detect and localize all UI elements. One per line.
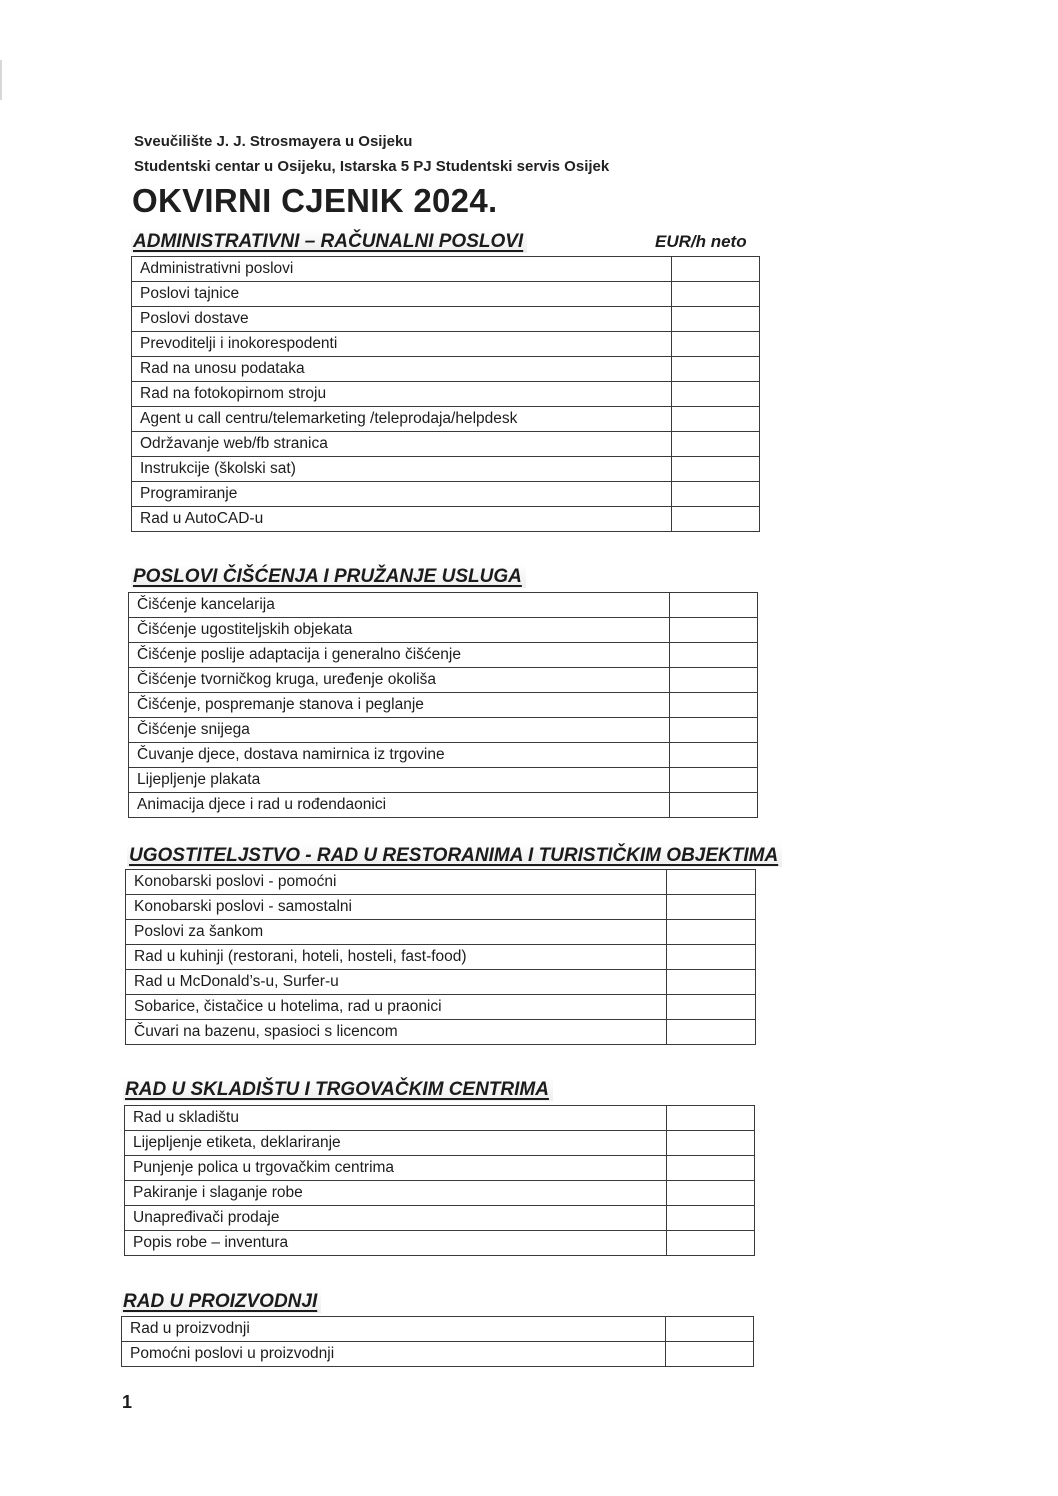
job-name-cell: Animacija djece i rad u rođendaonici [129, 793, 670, 818]
job-name-cell: Konobarski poslovi - samostalni [126, 895, 667, 920]
table-row [129, 768, 758, 793]
table-row [126, 870, 756, 895]
table-row [132, 382, 760, 407]
job-name-cell: Lijepljenje plakata [129, 768, 670, 793]
price-cell [667, 870, 756, 895]
price-cell [667, 1181, 755, 1206]
job-name-cell: Čišćenje ugostiteljskih objekata [129, 618, 670, 643]
table-row [122, 1342, 754, 1367]
price-cell [667, 970, 756, 995]
price-cell [672, 457, 760, 482]
table-row [132, 332, 760, 357]
price-cell [666, 1317, 754, 1342]
price-cell [667, 1206, 755, 1231]
price-cell [672, 257, 760, 282]
job-name-cell: Rad na unosu podataka [132, 357, 672, 382]
table-row [129, 718, 758, 743]
price-cell [672, 432, 760, 457]
table-row [132, 307, 760, 332]
job-name-cell: Čišćenje, pospremanje stanova i peglanje [129, 693, 670, 718]
table-row [125, 1156, 755, 1181]
price-cell [672, 382, 760, 407]
job-name-cell: Rad u proizvodnji [122, 1317, 666, 1342]
scan-artifact [0, 60, 2, 100]
price-cell [667, 1106, 755, 1131]
job-name-cell: Rad u AutoCAD-u [132, 507, 672, 532]
job-name-cell: Programiranje [132, 482, 672, 507]
page-title: OKVIRNI CJENIK 2024. [132, 182, 498, 219]
section-title-cleaning: POSLOVI ČIŠĆENJA I PRUŽANJE USLUGA [131, 564, 526, 588]
job-name-cell: Popis robe – inventura [125, 1231, 667, 1256]
price-cell [672, 407, 760, 432]
job-name-cell: Administrativni poslovi [132, 257, 672, 282]
table-row [126, 895, 756, 920]
job-name-cell: Čišćenje poslije adaptacija i generalno čišćenje [129, 643, 670, 668]
table-row [129, 743, 758, 768]
price-cell [670, 618, 758, 643]
price-cell [667, 995, 756, 1020]
page-number: 1 [122, 1392, 133, 1412]
table-row [132, 282, 760, 307]
price-cell [667, 1020, 756, 1045]
table-row [122, 1317, 754, 1342]
price-cell [672, 357, 760, 382]
price-cell [666, 1342, 754, 1367]
price-cell [667, 1131, 755, 1156]
job-name-cell: Lijepljenje etiketa, deklariranje [125, 1131, 667, 1156]
table-row [132, 357, 760, 382]
price-cell [667, 945, 756, 970]
table-row [126, 1020, 756, 1045]
table-row [126, 945, 756, 970]
table-row [129, 618, 758, 643]
table-row [126, 970, 756, 995]
table-row [129, 693, 758, 718]
job-name-cell: Čišćenje kancelarija [129, 593, 670, 618]
table-row [129, 643, 758, 668]
table-row [125, 1206, 755, 1231]
price-cell [670, 693, 758, 718]
price-cell [670, 718, 758, 743]
table-row [132, 482, 760, 507]
institution-address: Studentski centar u Osijeku, Istarska 5 PJ Studentski servis Osijek [134, 158, 610, 175]
table-row [125, 1231, 755, 1256]
job-name-cell: Čišćenje tvorničkog kruga, uređenje okoliša [129, 668, 670, 693]
price-table-production [121, 1316, 754, 1367]
job-name-cell: Pomoćni poslovi u proizvodnji [122, 1342, 666, 1367]
table-row [125, 1131, 755, 1156]
price-unit-label: EUR/h neto [655, 232, 747, 251]
price-cell [667, 895, 756, 920]
price-cell [670, 668, 758, 693]
job-name-cell: Čuvari na bazenu, spasioci s licencom [126, 1020, 667, 1045]
price-cell [667, 1156, 755, 1181]
price-cell [670, 643, 758, 668]
table-row [132, 407, 760, 432]
price-cell [670, 593, 758, 618]
table-row [132, 507, 760, 532]
job-name-cell: Konobarski poslovi - pomoćni [126, 870, 667, 895]
job-name-cell: Čuvanje djece, dostava namirnica iz trgovine [129, 743, 670, 768]
table-row [126, 920, 756, 945]
job-name-cell: Poslovi dostave [132, 307, 672, 332]
section-title-production: RAD U PROIZVODNJI [121, 1289, 321, 1313]
price-cell [672, 282, 760, 307]
job-name-cell: Punjenje polica u trgovačkim centrima [125, 1156, 667, 1181]
price-table-hospitality [125, 869, 756, 1045]
price-table-warehouse [124, 1105, 755, 1256]
job-name-cell: Poslovi za šankom [126, 920, 667, 945]
job-name-cell: Rad u skladištu [125, 1106, 667, 1131]
price-table-cleaning [128, 592, 758, 818]
table-row [132, 257, 760, 282]
section-title-administrative: ADMINISTRATIVNI – RAČUNALNI POSLOVI [131, 229, 527, 253]
job-name-cell: Rad na fotokopirnom stroju [132, 382, 672, 407]
price-cell [667, 920, 756, 945]
price-cell [670, 768, 758, 793]
job-name-cell: Rad u McDonald’s-u, Surfer-u [126, 970, 667, 995]
price-cell [672, 482, 760, 507]
job-name-cell: Održavanje web/fb stranica [132, 432, 672, 457]
job-name-cell: Prevoditelji i inokorespodenti [132, 332, 672, 357]
price-cell [672, 307, 760, 332]
table-row [126, 995, 756, 1020]
price-cell [672, 332, 760, 357]
job-name-cell: Čišćenje snijega [129, 718, 670, 743]
table-row [129, 668, 758, 693]
job-name-cell: Agent u call centru/telemarketing /teleprodaja/helpdesk [132, 407, 672, 432]
job-name-cell: Rad u kuhinji (restorani, hoteli, hosteli, fast-food) [126, 945, 667, 970]
table-row [129, 593, 758, 618]
institution-name: Sveučilište J. J. Strosmayera u Osijeku [134, 133, 413, 150]
price-table-administrative [131, 256, 760, 532]
price-cell [670, 793, 758, 818]
price-cell [670, 743, 758, 768]
table-row [132, 432, 760, 457]
table-row [132, 457, 760, 482]
job-name-cell: Sobarice, čistačice u hotelima, rad u praonici [126, 995, 667, 1020]
section-title-hospitality: UGOSTITELJSTVO - RAD U RESTORANIMA I TURISTIČKIM OBJEKTIMA [127, 843, 782, 867]
job-name-cell: Pakiranje i slaganje robe [125, 1181, 667, 1206]
price-cell [667, 1231, 755, 1256]
job-name-cell: Unapređivači prodaje [125, 1206, 667, 1231]
table-row [129, 793, 758, 818]
job-name-cell: Instrukcije (školski sat) [132, 457, 672, 482]
table-row [125, 1106, 755, 1131]
table-row [125, 1181, 755, 1206]
job-name-cell: Poslovi tajnice [132, 282, 672, 307]
section-title-warehouse: RAD U SKLADIŠTU I TRGOVAČKIM CENTRIMA [123, 1077, 553, 1101]
price-cell [672, 507, 760, 532]
